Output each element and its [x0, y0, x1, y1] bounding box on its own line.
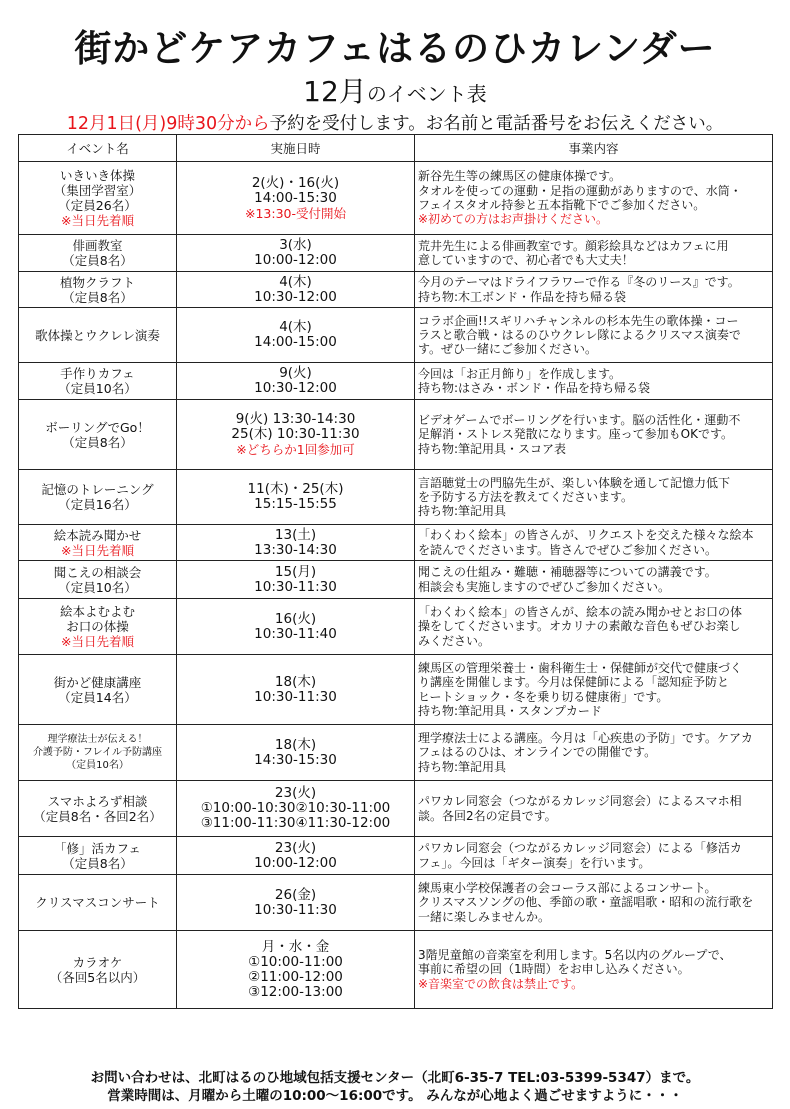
event-description-cell-line: 3階児童館の音楽室を利用します。5名以内のグループで、: [418, 948, 732, 963]
table-row: [19, 308, 773, 363]
event-name-cell-line: 記憶のトレーニング: [41, 482, 154, 497]
event-description-cell-line: 新谷先生等の練馬区の健康体操です。: [418, 169, 622, 184]
event-date-cell-line: 15:15-15:55: [254, 496, 337, 512]
event-date-cell-line: 10:30-12:00: [254, 288, 337, 305]
event-description-cell-line: 持ち物:はさみ・ボンド・作品を持ち帰る袋: [418, 381, 651, 395]
event-description-cell-line: パワカレ同窓会（つながるカレッジ同窓会）による「修活カ: [418, 841, 742, 856]
page-subtitle: [0, 70, 790, 110]
event-description-cell-line: 操をしてくださいます。オカリナの素敵な音色もぜひお楽し: [418, 619, 741, 634]
event-description-cell-line: 今回は「お正月飾り」を作成します。: [418, 366, 622, 381]
event-name-cell-line: （定員8名）: [62, 253, 133, 268]
table-row: [19, 781, 773, 837]
event-description-cell-line: 「わくわく絵本」の皆さんが、絵本の読み聞かせとお口の体: [418, 605, 743, 620]
event-date-cell-note: ※13:30-受付開始: [244, 205, 346, 221]
event-name-cell-line: カラオケ: [72, 954, 123, 970]
table-row: [19, 599, 773, 655]
event-description-cell: [415, 525, 773, 561]
event-date-cell-line: 16(火): [274, 610, 317, 627]
event-description-cell-line: フェはるのひは、オンラインでの開催です。: [418, 745, 657, 760]
subtitle-suffix: のイベント表: [366, 82, 487, 106]
table-row: [19, 561, 773, 599]
event-date-cell-line: 14:00-15:00: [254, 334, 337, 350]
event-name-cell-line: 「修」活カフェ: [54, 840, 141, 856]
event-date-cell-line: ②11:00-12:00: [248, 968, 343, 985]
event-date-cell-line: ③12:00-13:00: [248, 983, 343, 1000]
event-name-cell-line: スマホよろず相談: [47, 793, 148, 809]
event-description-cell-line: みください。: [418, 633, 491, 648]
event-description-cell: [415, 162, 773, 235]
event-name-cell: [19, 363, 177, 400]
event-date-cell-line: 2(火)・16(火): [251, 174, 340, 191]
event-description-cell: [415, 235, 773, 272]
event-description-cell-line: 持ち物:筆記用具: [418, 759, 507, 774]
event-date-cell-line: 14:00-15:30: [254, 189, 337, 206]
event-name-cell: [19, 837, 177, 875]
event-name-cell-line: （定員8名）: [62, 434, 133, 450]
event-name-cell: [19, 781, 177, 837]
table-row: [19, 655, 773, 725]
event-name-cell-line: 介護予防・フレイル予防講座: [32, 747, 163, 758]
event-description-cell: [415, 655, 773, 725]
event-date-cell-line: 4(木): [279, 273, 312, 290]
header-description: 事業内容: [415, 135, 773, 162]
event-description-cell-line: を読んでくださいます。皆さんでぜひご参加ください。: [418, 542, 718, 557]
event-description-cell-line: フェ」。今回は「ギター演奏」を行います。: [418, 855, 651, 870]
event-name-cell-note: ※当日先着順: [61, 542, 134, 558]
table-row: [19, 525, 773, 561]
event-date-cell: [177, 308, 415, 363]
event-date-cell: [177, 400, 415, 470]
event-name-cell: [19, 400, 177, 470]
event-description-cell-line: ヒートショック・冬を乗り切る健康術」です。: [418, 689, 669, 704]
event-description-cell-line: ラスと歌合戦・はるのひウクレレ隊によるクリスマス演奏で: [418, 327, 741, 342]
event-date-cell-line: 9(火) 13:30-14:30: [235, 411, 356, 427]
event-description-cell-line: 今月のテーマはドライフラワーで作る『冬のリース』です。: [418, 275, 740, 290]
event-description-cell: [415, 781, 773, 837]
event-date-cell: [177, 781, 415, 837]
event-description-cell-line: コラボ企画!!スギリハチャンネルの杉本先生の歌体操・コー: [418, 313, 739, 328]
event-date-cell: [177, 162, 415, 235]
event-date-cell-line: ①10:00-11:00: [248, 953, 343, 970]
event-description-cell-line: 意していますので、初心者でも大丈夫！: [418, 253, 634, 267]
table-row: [19, 931, 773, 1009]
event-name-cell-line: 絵本よむよむ: [59, 604, 135, 619]
event-name-cell: [19, 931, 177, 1009]
event-name-cell: [19, 561, 177, 599]
event-date-cell: [177, 561, 415, 599]
event-name-cell-line: （定員26名）: [58, 198, 137, 213]
event-date-cell-line: ①10:00-10:30②10:30-11:00: [200, 800, 391, 816]
event-description-cell-line: 聞こえの仕組み・難聴・補聴器等についての講義です。: [418, 565, 717, 580]
event-date-cell-line: 13:30-14:30: [254, 541, 337, 558]
event-description-cell-line: を予防する方法を教えてくださいます。: [418, 489, 634, 504]
footer-hours: 営業時間は、月曜から土曜の10:00～16:00です。 みんなが心地よく過ごせますように・・・: [107, 1088, 683, 1104]
event-name-cell-line: （定員8名）: [62, 289, 133, 305]
event-description-cell: [415, 931, 773, 1009]
event-name-cell-line: （定員10名）: [66, 760, 129, 771]
event-name-cell-line: （定員8名・各回2名）: [33, 808, 162, 824]
event-date-cell-line: ③11:00-11:30④11:30-12:00: [200, 815, 391, 831]
event-description-cell: [415, 470, 773, 525]
event-date-cell-line: 23(火): [274, 785, 317, 801]
event-description-cell: [415, 308, 773, 363]
event-date-cell: [177, 235, 415, 272]
event-description-cell: [415, 561, 773, 599]
event-name-cell: [19, 525, 177, 561]
event-date-cell-line: 23(火): [274, 839, 317, 856]
event-date-cell-line: 10:30-11:30: [254, 578, 337, 595]
event-description-cell-note: ※初めての方はお声掛けください。: [418, 212, 609, 227]
table-row: [19, 235, 773, 272]
event-name-cell-line: 聞こえの相談会: [53, 564, 142, 580]
event-description-cell: [415, 400, 773, 470]
event-date-cell-line: 11(木)・25(木): [247, 481, 344, 497]
event-name-cell-line: 理学療法士が伝える！: [47, 734, 148, 745]
event-name-cell: [19, 272, 177, 308]
table-row: [19, 875, 773, 931]
event-description-cell-line: 事前に希望の回（1時間）をお申し込みください。: [418, 962, 690, 977]
event-description-cell-line: 理学療法士による講座。今月は「心疾患の予防」です。ケアカ: [418, 731, 753, 746]
event-date-cell-line: 9(火): [279, 365, 312, 381]
event-date-cell-line: 14:30-15:30: [254, 751, 337, 768]
event-description-cell-line: 談。各回2名の定員です。: [418, 808, 557, 823]
event-name-cell-note: ※当日先着順: [61, 634, 134, 649]
event-description-cell-line: 持ち物:筆記用具・スタンプカード: [418, 703, 602, 718]
event-description-cell-line: フェイスタオル持参と五本指靴下でご参加ください。: [418, 198, 706, 212]
event-name-cell-line: ボーリングでGo！: [45, 419, 150, 435]
event-date-cell-line: 25(木) 10:30-11:30: [231, 426, 360, 442]
table-row: [19, 837, 773, 875]
event-description-cell-line: 練馬区の管理栄養士・歯科衛生士・保健師が交代で健康づく: [418, 660, 743, 675]
event-description-cell-line: 言語聴覚士の門脇先生が、楽しい体験を通して記憶力低下: [418, 475, 731, 490]
table-header-row: [19, 135, 773, 162]
event-description-cell-line: 相談会も実施しますのでぜひご参加ください。: [418, 579, 671, 594]
event-date-cell-line: 月・水・金: [261, 938, 330, 955]
table-row: [19, 272, 773, 308]
event-name-cell: [19, 599, 177, 655]
event-description-cell-line: 一緒に楽しみませんか。: [418, 909, 551, 924]
event-date-cell-line: 13(土): [274, 526, 317, 543]
event-name-cell-line: （定員8名）: [62, 855, 133, 871]
event-description-cell-line: ビデオゲームでボーリングを行います。脳の活性化・運動不: [418, 413, 741, 428]
event-description-cell: [415, 363, 773, 400]
event-description-cell: [415, 725, 773, 781]
table-row: [19, 400, 773, 470]
event-name-cell: [19, 655, 177, 725]
event-name-cell-line: （集団学習室）: [53, 183, 142, 198]
event-date-cell: [177, 655, 415, 725]
notice-rest: 予約を受付します。お名前と電話番号をお伝えください。: [269, 114, 724, 134]
event-description-cell-line: 足解消・ストレス発散になります。座って参加もOKです。: [418, 427, 734, 442]
event-name-cell-line: お口の体操: [66, 619, 129, 634]
header-date-time: 実施日時: [177, 135, 415, 162]
event-description-cell: [415, 837, 773, 875]
event-name-cell: [19, 162, 177, 235]
event-name-cell: [19, 725, 177, 781]
event-name-cell-line: 街かど健康講座: [53, 674, 142, 690]
event-description-cell-line: 練馬東小学校保護者の会コーラス部によるコンサート。: [418, 881, 717, 896]
event-name-cell: [19, 470, 177, 525]
event-description-cell-line: タオルを使っての運動・足指の運動がありますので、水筒・: [418, 183, 742, 198]
event-name-cell-line: （定員16名）: [58, 497, 137, 512]
event-name-cell-line: （各回5名以内）: [49, 969, 146, 985]
event-description-cell-line: パワカレ同窓会（つながるカレッジ同窓会）によるスマホ相: [418, 794, 742, 809]
event-name-cell: [19, 235, 177, 272]
event-name-cell: [19, 308, 177, 363]
event-date-cell-line: 18(木): [274, 673, 317, 690]
event-date-cell: [177, 725, 415, 781]
event-description-cell-line: 「わくわく絵本」の皆さんが、リクエストを交えた様々な絵本: [418, 528, 754, 543]
event-date-cell-line: 10:30-12:00: [254, 380, 337, 396]
event-date-cell: [177, 363, 415, 400]
event-name-cell-line: 植物クラフト: [59, 274, 135, 290]
event-name-cell-line: （定員10名）: [58, 579, 137, 595]
event-description-cell: [415, 875, 773, 931]
event-date-cell-line: 26(金): [274, 886, 317, 903]
event-date-cell-line: 10:00-12:00: [254, 252, 337, 268]
event-date-cell-line: 15(月): [274, 563, 317, 580]
event-date-cell-line: 10:30-11:30: [254, 901, 337, 918]
event-description-cell-line: 持ち物:筆記用具: [418, 504, 507, 519]
notice-highlight: 12月1日(月)9時30分から: [66, 114, 270, 134]
event-description-cell-note: ※音楽室での飲食は禁止です。: [418, 976, 584, 991]
footer-contact: お問い合わせは、北町はるのひ地域包括支援センター（北町6-35-7 TEL:03-5399-5347）まで。: [90, 1070, 700, 1086]
event-description-cell-line: 荒井先生による俳画教室です。顔彩絵具などはカフェに用: [418, 238, 729, 253]
event-date-cell: [177, 272, 415, 308]
event-description-cell: [415, 599, 773, 655]
event-description-cell-line: す。ぜひ一緒にご参加ください。: [418, 342, 598, 357]
event-name-cell-line: （定員10名）: [58, 381, 137, 396]
event-date-cell-line: 4(木): [279, 319, 312, 335]
event-name-cell-line: 手作りカフェ: [60, 366, 135, 381]
subtitle-month: 12月: [303, 75, 367, 108]
event-description-cell-line: り講座を開催します。今月は保健師による「認知症予防と: [418, 675, 730, 690]
event-name-cell: [19, 875, 177, 931]
event-date-cell: [177, 599, 415, 655]
event-date-cell: [177, 931, 415, 1009]
event-description-cell-line: 持ち物:筆記用具・スコア表: [418, 441, 567, 456]
table-row: [19, 725, 773, 781]
event-date-cell: [177, 837, 415, 875]
event-name-cell-line: いきいき体操: [59, 168, 135, 183]
event-date-cell-line: 18(木): [274, 736, 317, 753]
table-row: [19, 363, 773, 400]
event-name-cell-line: （定員14名）: [58, 689, 137, 705]
event-date-cell-line: 10:30-11:40: [254, 625, 337, 642]
event-date-cell-line: 10:30-11:30: [254, 688, 337, 705]
table-row: [19, 470, 773, 525]
event-table: [18, 134, 773, 1009]
event-name-cell-line: クリスマスコンサート: [35, 895, 160, 910]
header-event-name: イベント名: [19, 135, 177, 162]
event-date-cell-note: ※どちらか1回参加可: [236, 442, 355, 457]
event-description-cell-line: 持ち物:木工ボンド・作品を持ち帰る袋: [418, 289, 627, 304]
event-name-cell-line: 絵本読み聞かせ: [53, 527, 142, 543]
table-row: [19, 162, 773, 235]
event-description-cell-line: クリスマスソングの他、季節の歌・童謡唱歌・昭和の流行歌を: [418, 895, 754, 910]
event-date-cell: [177, 470, 415, 525]
reservation-notice: [0, 110, 790, 135]
event-name-cell-note: ※当日先着順: [61, 213, 134, 228]
event-name-cell-line: 歌体操とウクレレ演奏: [35, 327, 160, 343]
event-description-cell: [415, 272, 773, 308]
event-name-cell-line: 俳画教室: [72, 238, 123, 253]
page-title: 街かどケアカフェはるのひカレンダー: [74, 27, 716, 70]
event-date-cell-line: 10:00-12:00: [254, 854, 337, 871]
event-date-cell: [177, 875, 415, 931]
event-date-cell: [177, 525, 415, 561]
event-date-cell-line: 3(水): [279, 237, 312, 253]
